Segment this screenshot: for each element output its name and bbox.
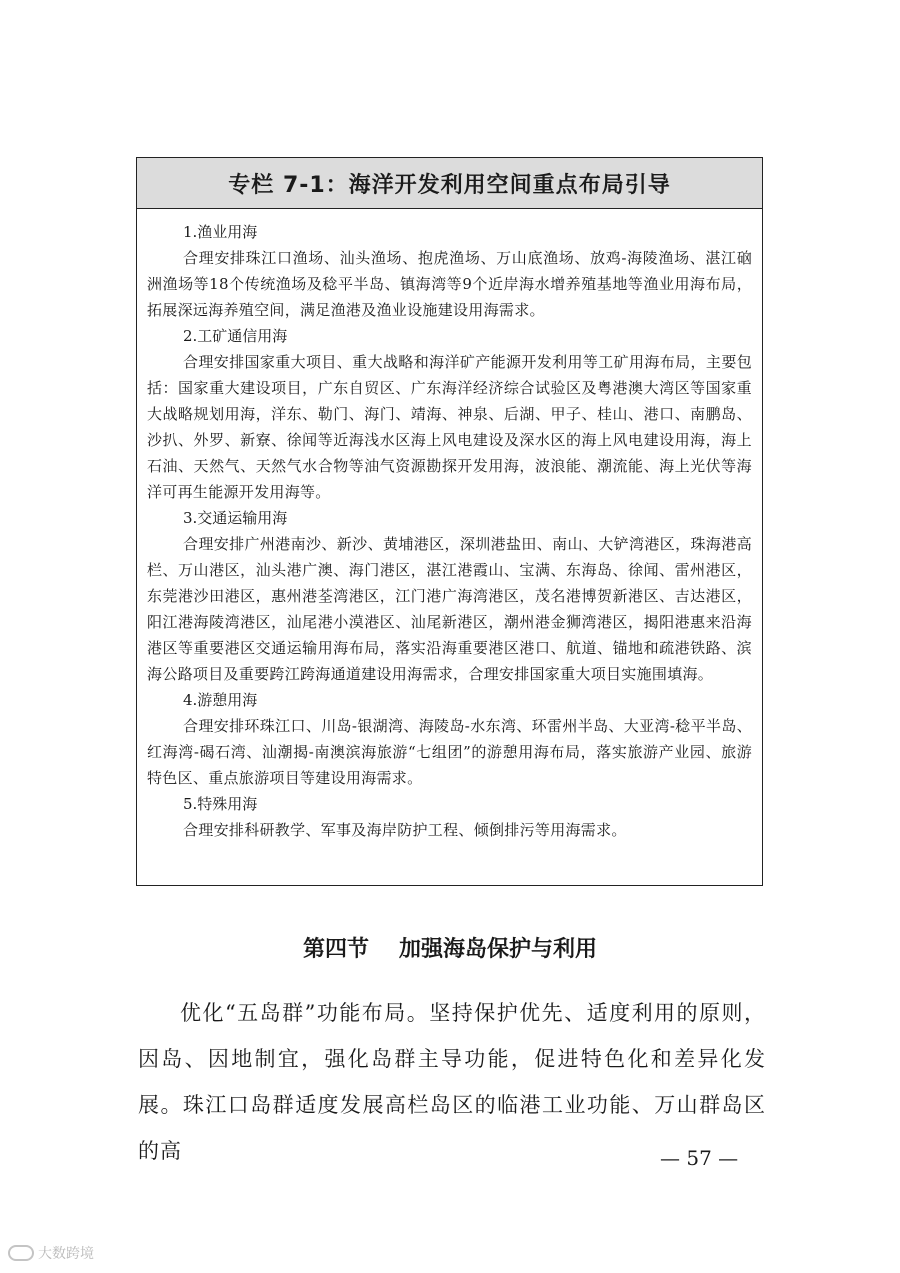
- section-text-industrial: 合理安排国家重大项目、重大战略和海洋矿产能源开发利用等工矿用海布局，主要包括：国家重大建设项目，广东自贸区、广东海洋经济综合试验区及粤港澳大湾区等国家重大战略规划用海，洋东、勒门、海门、靖海、神泉、后湖、甲子、桂山、港口、南鹏岛、沙扒、外罗、新寮、徐闻等近海浅水区海上风电建设及深水区的海上风电建设用海，海上石油、天然气、天然气水合物等油气资源勘探开发用海，波浪能、潮流能、海上光伏等海洋可再生能源开发用海等。: [147, 353, 752, 501]
- box-section: [147, 687, 752, 791]
- section-text-transport: 合理安排广州港南沙、新沙、黄埔港区，深圳港盐田、南山、大铲湾港区，珠海港高栏、万山港区，汕头港广澳、海门港区，湛江港霞山、宝满、东海岛、徐闻、雷州港区，东莞港沙田港区，惠州港荃湾港区，江门港广海湾港区，茂名港博贺新港区、吉达港区，阳江港海陵湾港区，汕尾港小漠港区、汕尾新港区，潮州港金狮湾港区，揭阳港惠来沿海港区等重要港区交通运输用海布局，落实沿海重要港区港口、航道、锚地和疏港铁路、滨海公路项目及重要跨江跨海通道建设用海需求，合理安排国家重大项目实施围填海。: [147, 535, 752, 683]
- chapter-section-heading: [0, 932, 900, 963]
- section-heading-fishery: 1.渔业用海: [183, 223, 258, 241]
- page-number: — 57 —: [660, 1146, 739, 1170]
- section-number: 第四节: [302, 937, 369, 962]
- watermark-logo-icon: [8, 1245, 34, 1261]
- feature-box-title: 专栏 7-1：海洋开发利用空间重点布局引导: [137, 158, 762, 209]
- section-title: 加强海岛保护与利用: [399, 937, 598, 962]
- section-heading-industrial: 2.工矿通信用海: [183, 327, 288, 345]
- section-text-recreation: 合理安排环珠江口、川岛-银湖湾、海陵岛-水东湾、环雷州半岛、大亚湾-稔平半岛、红海湾-碣石湾、汕潮揭-南澳滨海旅游“七组团”的游憩用海布局，落实旅游产业园、旅游特色区、重点旅游项目等建设用海需求。: [147, 717, 752, 787]
- feature-box: [136, 157, 763, 886]
- box-section: [147, 219, 752, 323]
- feature-box-body: [137, 209, 762, 843]
- section-heading-transport: 3.交通运输用海: [183, 509, 288, 527]
- section-heading-special: 5.特殊用海: [183, 795, 258, 813]
- section-heading-recreation: 4.游憩用海: [183, 691, 258, 709]
- watermark-text: 大数跨境: [38, 1246, 94, 1262]
- box-section: [147, 505, 752, 687]
- watermark: [8, 1243, 94, 1263]
- section-text-special: 合理安排科研教学、军事及海岸防护工程、倾倒排污等用海需求。: [183, 821, 627, 839]
- body-paragraph: 优化“五岛群”功能布局。坚持保护优先、适度利用的原则，因岛、因地制宜，强化岛群主导功能，促进特色化和差异化发展。珠江口岛群适度发展高栏岛区的临港工业功能、万山群岛区的高: [138, 1001, 766, 1163]
- box-section: [147, 323, 752, 505]
- box-section: [147, 791, 752, 843]
- section-text-fishery: 合理安排珠江口渔场、汕头渔场、抱虎渔场、万山底渔场、放鸡-海陵渔场、湛江硇洲渔场等18个传统渔场及稔平半岛、镇海湾等9个近岸海水增养殖基地等渔业用海布局，拓展深远海养殖空间，满足渔港及渔业设施建设用海需求。: [147, 249, 752, 319]
